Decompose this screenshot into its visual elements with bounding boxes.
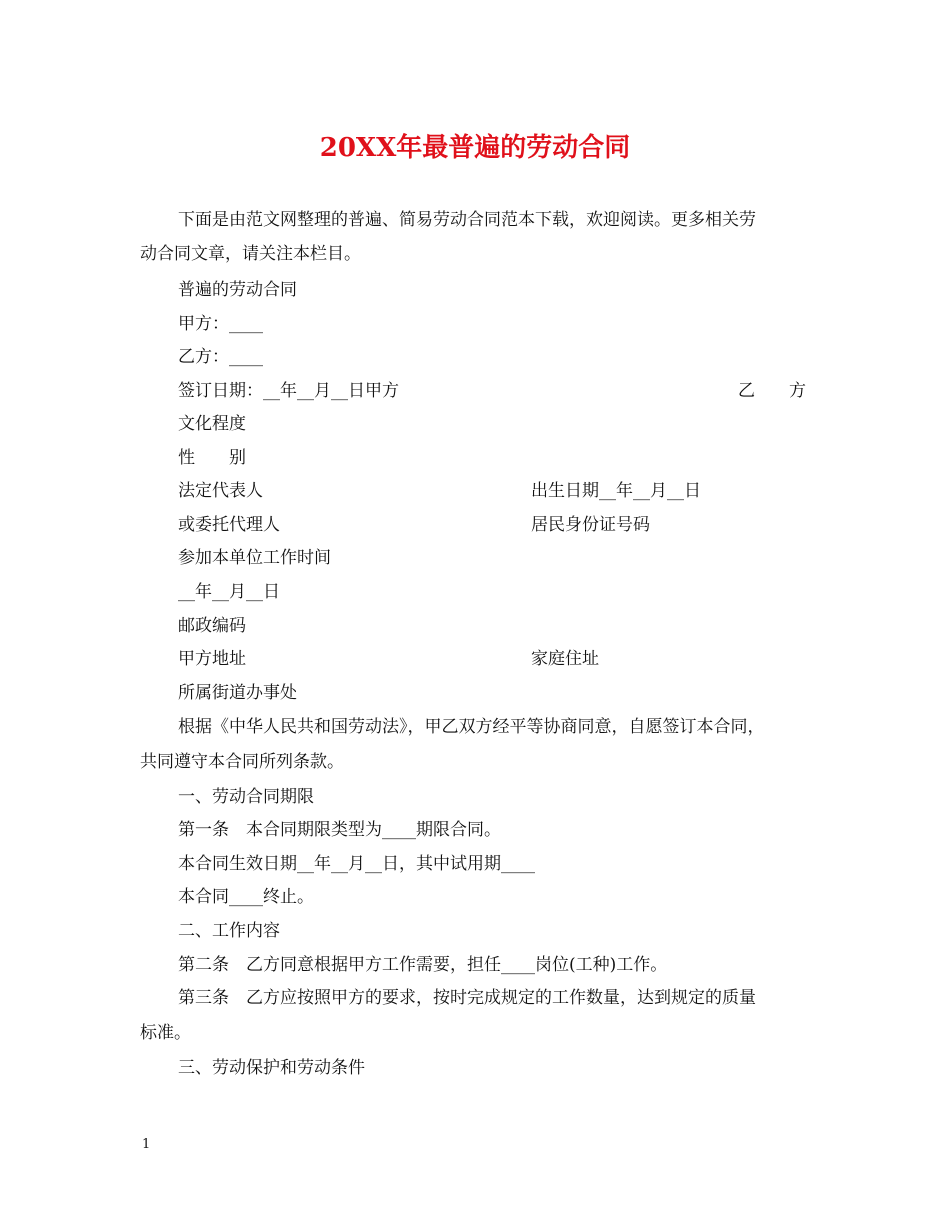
basis-paragraph-line-2: 共同遵守本合同所列条款。	[140, 752, 344, 772]
section-1-heading: 一、劳动合同期限	[178, 787, 314, 807]
street-office-field: 所属街道办事处	[178, 683, 297, 703]
sign-date-party-a: 签订日期：__年__月__日甲方	[178, 381, 399, 401]
legal-representative-field: 法定代表人	[178, 481, 263, 501]
basis-paragraph-line-1: 根据《中华人民共和国劳动法》，甲乙双方经平等协商同意，自愿签订本合同，	[178, 717, 765, 737]
party-a-field: 甲方：____	[178, 314, 263, 334]
party-a-address-field: 甲方地址	[178, 649, 246, 669]
education-field: 文化程度	[178, 414, 246, 434]
article-1: 第一条 本合同期限类型为____期限合同。	[178, 820, 501, 840]
section-3-heading: 三、劳动保护和劳动条件	[178, 1058, 365, 1078]
gender-field: 性 别	[178, 448, 246, 468]
home-address-field: 家庭住址	[531, 649, 599, 669]
intro-paragraph-line-2: 动合同文章，请关注本栏目。	[140, 244, 361, 264]
termination-line: 本合同____终止。	[178, 887, 314, 907]
page-number: 1	[142, 1137, 151, 1152]
join-time-field: 参加本单位工作时间	[178, 548, 331, 568]
contract-name: 普遍的劳动合同	[178, 280, 297, 300]
id-number-field: 居民身份证号码	[531, 515, 650, 535]
effective-date-line: 本合同生效日期__年__月__日，其中试用期____	[178, 854, 535, 874]
agent-field: 或委托代理人	[178, 515, 280, 535]
article-3-line-2: 标准。	[140, 1023, 191, 1043]
article-3-line-1: 第三条 乙方应按照甲方的要求，按时完成规定的工作数量，达到规定的质量	[178, 988, 756, 1008]
document-title: 20XX年最普遍的劳动合同	[319, 133, 631, 163]
section-2-heading: 二、工作内容	[178, 921, 280, 941]
party-b-field: 乙方：____	[178, 347, 263, 367]
postal-code-field: 邮政编码	[178, 616, 246, 636]
article-2: 第二条 乙方同意根据甲方工作需要，担任____岗位(工种)工作。	[178, 955, 668, 975]
join-date-field: __年__月__日	[178, 582, 280, 602]
party-b-heading: 乙 方	[738, 381, 806, 401]
intro-paragraph-line-1: 下面是由范文网整理的普遍、简易劳动合同范本下载，欢迎阅读。更多相关劳	[178, 210, 756, 230]
birth-date-field: 出生日期__年__月__日	[531, 481, 701, 501]
